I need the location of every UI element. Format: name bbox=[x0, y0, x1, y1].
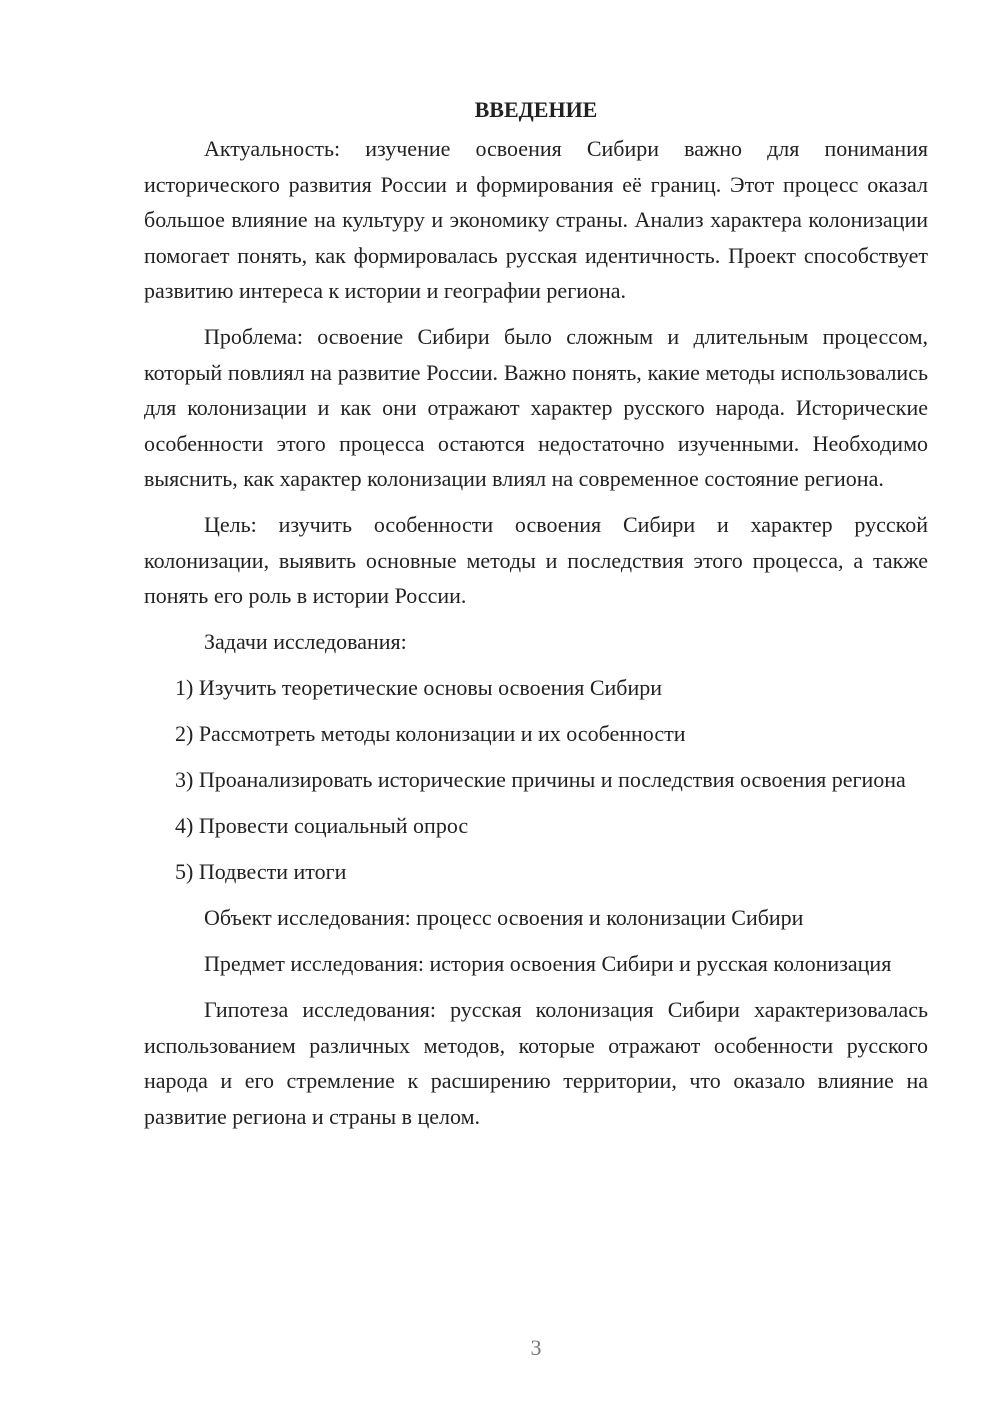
task-item-4: 4) Провести социальный опрос bbox=[175, 813, 469, 838]
goal-paragraph: Цель: изучить особенности освоения Сибири и характер русской колонизации, выявить основные методы и последствия этого процесса, а также понять его роль в истории России. bbox=[144, 512, 928, 608]
relevance-paragraph: Актуальность: изучение освоения Сибири важно для понимания исторического развития России и формирования её границ. Этот процесс оказал большое влияние на культуру и экономику страны. Анализ характера колонизации помогает понять, как формировалась русская идентичность. Проект способствует развитию интереса к истории и географии региона. bbox=[144, 136, 928, 303]
page-number: 3 bbox=[530, 1335, 542, 1360]
page-content bbox=[144, 92, 928, 1145]
tasks-heading: Задачи исследования: bbox=[204, 629, 407, 654]
task-item-5: 5) Подвести итоги bbox=[175, 859, 347, 884]
task-item-1: 1) Изучить теоретические основы освоения Сибири bbox=[175, 675, 663, 700]
hypothesis-paragraph: Гипотеза исследования: русская колонизация Сибири характеризовалась использованием различных методов, которые отражают особенности русского народа и его стремление к расширению территории, что оказало влияние на развитие региона и страны в целом. bbox=[144, 997, 928, 1129]
object-paragraph: Объект исследования: процесс освоения и колонизации Сибири bbox=[204, 905, 804, 930]
page-title: ВВЕДЕНИЕ bbox=[474, 97, 598, 122]
problem-paragraph: Проблема: освоение Сибири было сложным и длительным процессом, который повлиял на развитие России. Важно понять, какие методы использовались для колонизации и как они отражают характер русского народа. Исторические особенности этого процесса остаются недостаточно изученными. Необходимо выяснить, как характер колонизации влиял на современное состояние региона. bbox=[144, 324, 928, 491]
task-item-3: 3) Проанализировать исторические причины и последствия освоения региона bbox=[175, 767, 906, 792]
task-item-2: 2) Рассмотреть методы колонизации и их особенности bbox=[175, 721, 686, 746]
subject-paragraph: Предмет исследования: история освоения Сибири и русская колонизация bbox=[204, 951, 892, 976]
